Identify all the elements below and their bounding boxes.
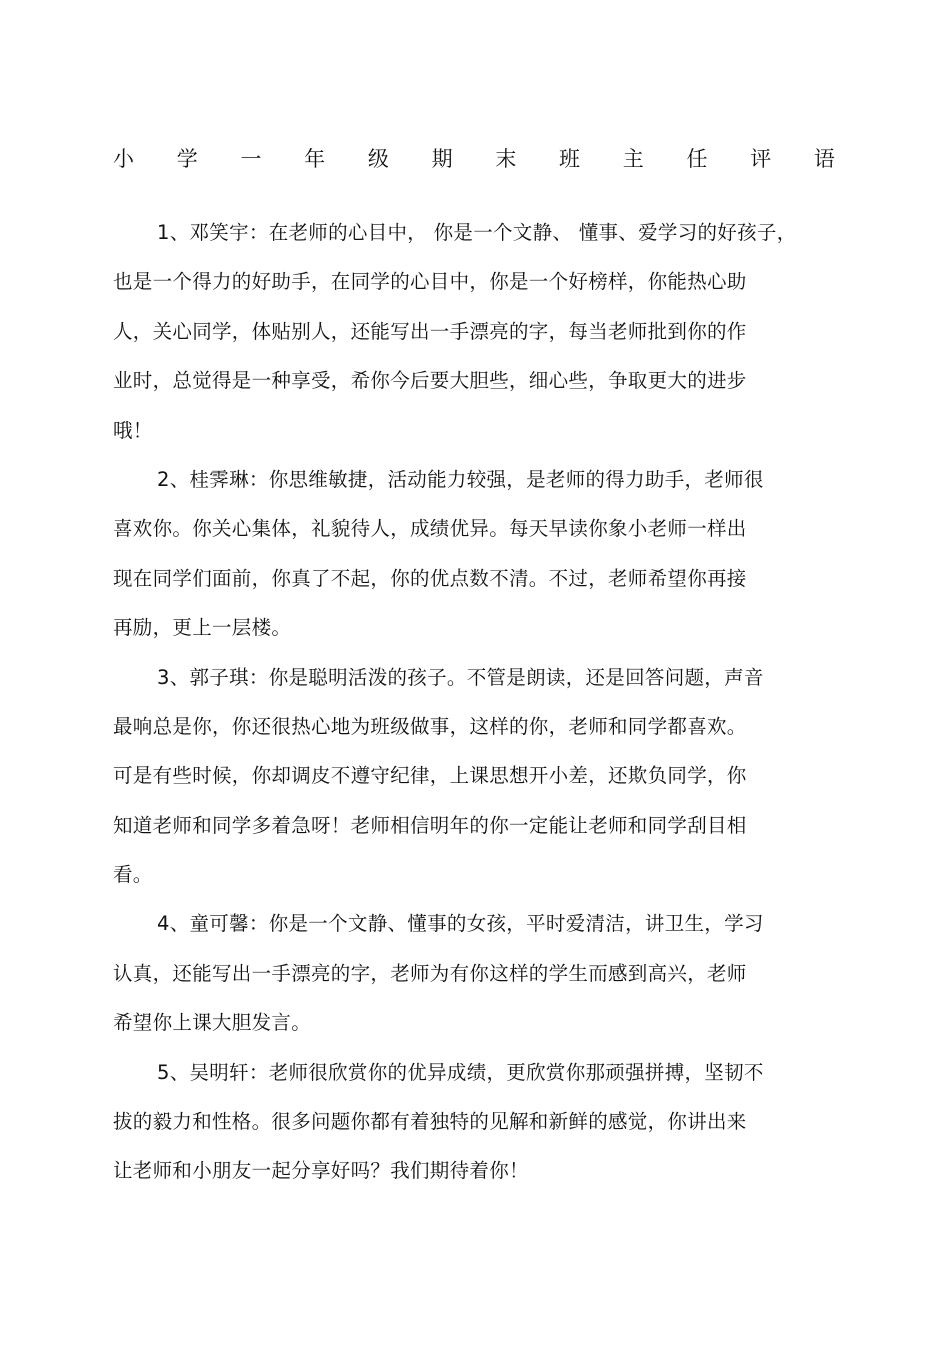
paragraph-line: 3、郭子琪：你是聪明活泼的孩子。不管是朗读，还是回答问题，声音 xyxy=(157,665,764,689)
paragraph-line: 希望你上课大胆发言。 xyxy=(113,1011,312,1035)
paragraph-line: 人，关心同学，体贴别人，还能写出一手漂亮的字，每当老师批到你的作 xyxy=(113,319,747,343)
title-char: 小 xyxy=(113,147,134,171)
paragraph-line: 也是一个得力的好助手，在同学的心目中，你是一个好榜样，你能热心助 xyxy=(113,270,747,294)
paragraph-line: 5、吴明轩：老师很欣赏你的优异成绩，更欣赏你那顽强拼搏，坚韧不 xyxy=(157,1060,764,1084)
paragraph-line: 4、童可馨：你是一个文静、懂事的女孩，平时爱清洁，讲卫生，学习 xyxy=(157,912,764,936)
paragraph-line: 让老师和小朋友一起分享好吗？我们期待着你！ xyxy=(113,1159,529,1183)
document-body xyxy=(113,208,813,1196)
title-char: 末 xyxy=(495,147,517,171)
paragraph-line: 现在同学们面前，你真了不起，你的优点数不清。不过，老师希望你再接 xyxy=(113,566,747,590)
paragraph-line: 知道老师和同学多着急呀！老师相信明年的你一定能让老师和同学刮目相 xyxy=(113,813,747,837)
document-title xyxy=(113,144,835,174)
title-char: 学 xyxy=(176,147,198,171)
paragraph-line: 喜欢你。你关心集体，礼貌待人，成绩优异。每天早读你象小老师一样出 xyxy=(113,517,747,541)
paragraph-line: 认真，还能写出一手漂亮的字，老师为有你这样的学生而感到高兴，老师 xyxy=(113,961,747,985)
title-char: 班 xyxy=(559,147,581,171)
title-char: 主 xyxy=(622,147,644,171)
title-char: 级 xyxy=(367,147,389,171)
paragraph-line: 可是有些时候，你却调皮不遵守纪律，上课思想开小差，还欺负同学，你 xyxy=(113,764,747,788)
paragraph-line: 再励，更上一层楼。 xyxy=(113,616,292,640)
paragraph-line: 看。 xyxy=(113,863,153,887)
comment-paragraph-3 xyxy=(113,653,813,900)
comment-paragraph-5 xyxy=(113,1048,813,1196)
comment-paragraph-1 xyxy=(113,208,813,455)
title-char: 期 xyxy=(431,147,453,171)
title-char: 年 xyxy=(304,147,326,171)
title-char: 一 xyxy=(240,147,262,171)
paragraph-line: 2、桂霁琳：你思维敏捷，活动能力较强，是老师的得力助手，老师很 xyxy=(157,467,764,491)
paragraph-line: 哦！ xyxy=(113,418,153,442)
paragraph-line: 业时，总觉得是一种享受，希你今后要大胆些，细心些，争取更大的进步 xyxy=(113,369,747,393)
paragraph-line: 最响总是你，你还很热心地为班级做事，这样的你，老师和同学都喜欢。 xyxy=(113,714,747,738)
paragraph-line: 拔的毅力和性格。很多问题你都有着独特的见解和新鲜的感觉，你讲出来 xyxy=(113,1110,747,1134)
comment-paragraph-2 xyxy=(113,455,813,653)
title-char: 语 xyxy=(813,147,835,171)
title-char: 评 xyxy=(750,147,772,171)
title-char: 任 xyxy=(686,147,708,171)
comment-paragraph-4 xyxy=(113,899,813,1047)
paragraph-line: 1、邓笑宇：在老师的心目中， 你是一个文静、 懂事、爱学习的好孩子， xyxy=(157,221,797,244)
